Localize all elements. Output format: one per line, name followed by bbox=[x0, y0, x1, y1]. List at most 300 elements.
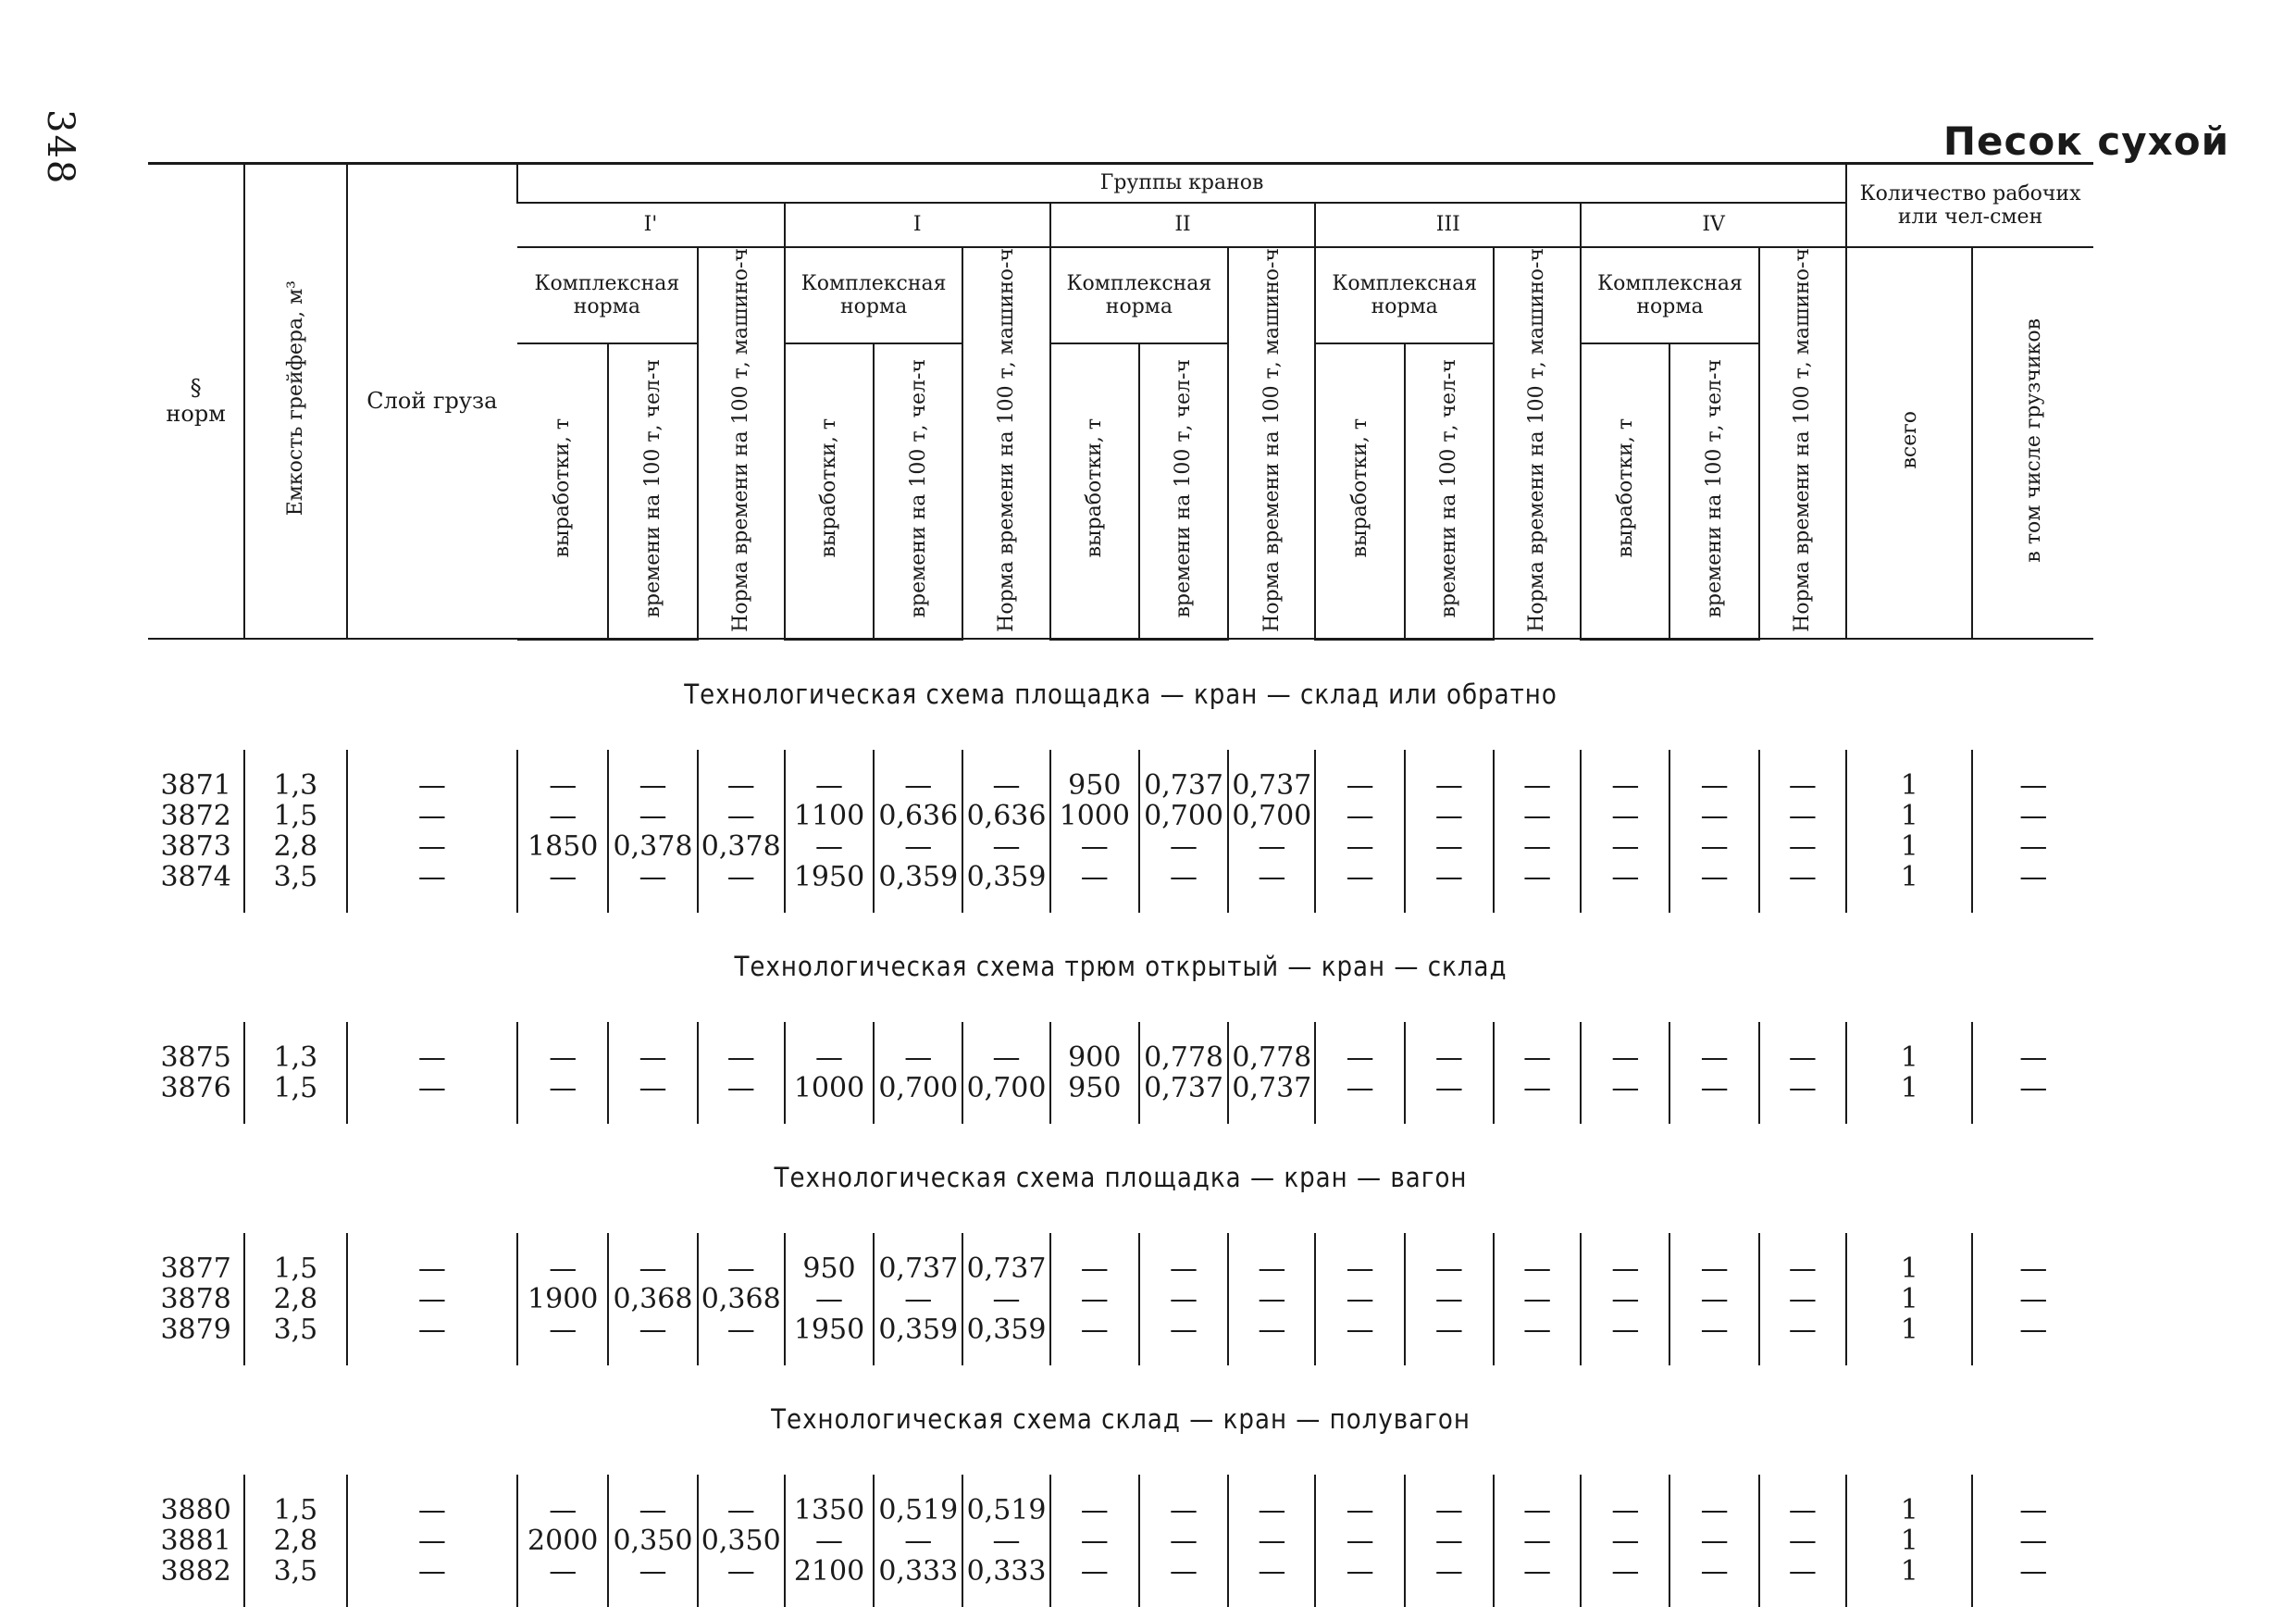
table-cell: 0,519 bbox=[874, 1495, 962, 1526]
table-cell: — bbox=[785, 1042, 874, 1073]
spacer-cell bbox=[1050, 1475, 1139, 1495]
table-cell: 0,519 bbox=[962, 1495, 1049, 1526]
table-cell: — bbox=[1581, 801, 1669, 831]
table-cell: 1950 bbox=[785, 1314, 874, 1345]
spacer-cell bbox=[1846, 1103, 1972, 1124]
spacer-cell bbox=[962, 1103, 1049, 1124]
table-cell: — bbox=[347, 1284, 518, 1314]
spacer-cell bbox=[1315, 1587, 1404, 1607]
spacer-cell bbox=[1494, 1587, 1581, 1607]
table-cell: — bbox=[1405, 1284, 1494, 1314]
spacer-cell bbox=[1139, 1022, 1228, 1042]
table-cell: — bbox=[517, 1314, 608, 1345]
table-cell: — bbox=[874, 770, 962, 801]
table-cell: — bbox=[1050, 1526, 1139, 1556]
spacer-cell bbox=[698, 1587, 785, 1607]
table-cell: — bbox=[962, 1284, 1049, 1314]
table-cell: 3872 bbox=[160, 799, 231, 832]
table-cell: — bbox=[608, 1073, 697, 1103]
table-cell: — bbox=[1581, 1495, 1669, 1526]
spacer-cell bbox=[1972, 1022, 2093, 1042]
time-header: времени на 100 т, чел-ч bbox=[1139, 343, 1228, 639]
spacer-cell bbox=[785, 750, 874, 770]
table-row bbox=[148, 770, 2093, 801]
table-cell: — bbox=[1139, 1556, 1228, 1587]
time-header: времени на 100 т, чел-ч bbox=[608, 343, 697, 639]
table-cell: — bbox=[874, 1284, 962, 1314]
table-cell: — bbox=[347, 1495, 518, 1526]
spacer-cell bbox=[244, 1345, 346, 1365]
table-cell: — bbox=[1494, 862, 1581, 892]
spacer-cell bbox=[1669, 1233, 1758, 1253]
table-cell: — bbox=[1669, 1284, 1758, 1314]
table-cell: — bbox=[1669, 1314, 1758, 1345]
spacer-cell bbox=[608, 892, 697, 913]
table-cell: — bbox=[1494, 770, 1581, 801]
spacer-cell bbox=[148, 1233, 244, 1253]
spacer-cell bbox=[1669, 1587, 1758, 1607]
table-cell: 1,5 bbox=[244, 801, 346, 831]
spacer-cell bbox=[1494, 1233, 1581, 1253]
spacer-cell bbox=[1139, 750, 1228, 770]
spacer-cell bbox=[1139, 892, 1228, 913]
table-cell: — bbox=[1669, 1253, 1758, 1284]
table-cell: — bbox=[698, 801, 785, 831]
table-cell: 0,636 bbox=[962, 801, 1049, 831]
complex-norm-header: Комплексная норма bbox=[1315, 247, 1494, 343]
table-cell: 1100 bbox=[785, 801, 874, 831]
table-cell: — bbox=[1759, 770, 1846, 801]
table-cell: — bbox=[698, 862, 785, 892]
table-cell: 3,5 bbox=[244, 1556, 346, 1587]
spacer-cell bbox=[874, 1022, 962, 1042]
table-cell: 1350 bbox=[785, 1495, 874, 1526]
spacer-cell bbox=[1228, 1475, 1315, 1495]
table-cell: — bbox=[1315, 1314, 1404, 1345]
spacer-cell bbox=[1405, 1233, 1494, 1253]
table-cell: — bbox=[1759, 1253, 1846, 1284]
spacer-cell bbox=[1846, 750, 1972, 770]
spacer-cell bbox=[608, 750, 697, 770]
spacer-cell bbox=[347, 1022, 518, 1042]
spacer-cell bbox=[785, 1475, 874, 1495]
complex-norm-header: Комплексная норма bbox=[1581, 247, 1759, 343]
table-cell: — bbox=[1759, 1284, 1846, 1314]
table-cell: 0,700 bbox=[874, 1073, 962, 1103]
spacer-cell bbox=[962, 1022, 1049, 1042]
table-cell: 0,737 bbox=[1228, 770, 1315, 801]
table-cell: — bbox=[1581, 1073, 1669, 1103]
spacer-cell bbox=[1405, 1345, 1494, 1365]
table-cell: — bbox=[785, 1526, 874, 1556]
table-cell: — bbox=[1581, 862, 1669, 892]
table-cell: — bbox=[1228, 1495, 1315, 1526]
spacer-cell bbox=[1494, 750, 1581, 770]
table-cell: — bbox=[517, 862, 608, 892]
spacer-cell bbox=[1669, 1475, 1758, 1495]
table-cell: — bbox=[1494, 831, 1581, 862]
scheme-title: Технологическая схема трюм открытый — кран — склад bbox=[734, 951, 1508, 983]
table-cell: — bbox=[874, 831, 962, 862]
table-cell: — bbox=[517, 770, 608, 801]
table-cell: 3871 bbox=[160, 768, 231, 802]
page-title: Песок сухой bbox=[1942, 118, 2229, 164]
spacer-cell bbox=[1315, 892, 1404, 913]
table-cell: 0,700 bbox=[1139, 801, 1228, 831]
table-cell: — bbox=[1405, 1526, 1494, 1556]
table-cell: 0,737 bbox=[1228, 1073, 1315, 1103]
table-cell: — bbox=[347, 1042, 518, 1073]
table-cell: 3880 bbox=[160, 1493, 231, 1526]
spacer-cell bbox=[1972, 750, 2093, 770]
table-row bbox=[148, 1284, 2093, 1314]
spacer-cell bbox=[347, 1475, 518, 1495]
scheme-title: Технологическая схема склад — кран — полувагон bbox=[771, 1403, 1471, 1436]
table-cell: 0,737 bbox=[962, 1253, 1049, 1284]
spacer-cell bbox=[1669, 1022, 1758, 1042]
table-cell: — bbox=[1315, 801, 1404, 831]
table-cell: 1 bbox=[1846, 801, 1972, 831]
table-cell: 1850 bbox=[517, 831, 608, 862]
table-cell: — bbox=[1669, 770, 1758, 801]
table-cell: 1 bbox=[1846, 1253, 1972, 1284]
table-cell: — bbox=[347, 801, 518, 831]
table-cell: — bbox=[1228, 862, 1315, 892]
spacer-cell bbox=[1759, 1022, 1846, 1042]
table-cell: — bbox=[347, 1314, 518, 1345]
table-cell: — bbox=[962, 770, 1049, 801]
table-cell: — bbox=[1315, 1526, 1404, 1556]
table-cell: — bbox=[347, 831, 518, 862]
crane-group-header: I bbox=[785, 203, 1050, 247]
table-cell: 3874 bbox=[160, 860, 231, 893]
table-cell: — bbox=[608, 862, 697, 892]
spacer-cell bbox=[1228, 892, 1315, 913]
spacer-cell bbox=[1494, 1475, 1581, 1495]
table-cell: 3878 bbox=[160, 1282, 231, 1315]
table-cell: 1 bbox=[1846, 1314, 1972, 1345]
table-row bbox=[148, 862, 2093, 892]
table-cell: — bbox=[1228, 831, 1315, 862]
machine-norm-header: Норма времени на 100 т, машино-ч bbox=[1759, 247, 1846, 639]
table-cell: — bbox=[1050, 1314, 1139, 1345]
spacer-cell bbox=[874, 1587, 962, 1607]
table-cell: — bbox=[1405, 1253, 1494, 1284]
table-cell: 1,5 bbox=[244, 1073, 346, 1103]
spacer-cell bbox=[1315, 1022, 1404, 1042]
table-cell: 0,737 bbox=[1139, 1073, 1228, 1103]
spacer-cell bbox=[347, 750, 518, 770]
spacer-cell bbox=[785, 1233, 874, 1253]
spacer-cell bbox=[244, 892, 346, 913]
spacer-cell bbox=[1139, 1345, 1228, 1365]
table-cell: — bbox=[1050, 1253, 1139, 1284]
spacer-cell bbox=[1581, 1233, 1669, 1253]
spacer-cell bbox=[698, 1233, 785, 1253]
table-cell: — bbox=[1972, 862, 2093, 892]
spacer-cell bbox=[1050, 1345, 1139, 1365]
table-cell: — bbox=[517, 1556, 608, 1587]
spacer-cell bbox=[148, 1345, 244, 1365]
table-cell: 1,3 bbox=[244, 770, 346, 801]
table-cell: — bbox=[1494, 1284, 1581, 1314]
table-row bbox=[148, 1526, 2093, 1556]
spacer-cell bbox=[1846, 1022, 1972, 1042]
table-cell: — bbox=[1669, 1042, 1758, 1073]
table-cell: 1,5 bbox=[244, 1253, 346, 1284]
spacer-cell bbox=[962, 1587, 1049, 1607]
spacer-cell bbox=[1494, 1103, 1581, 1124]
spacer-cell bbox=[962, 750, 1049, 770]
table-cell: — bbox=[1315, 1495, 1404, 1526]
table-cell: — bbox=[1050, 831, 1139, 862]
output-header: выработки, т bbox=[1581, 343, 1669, 639]
table-cell: 1 bbox=[1846, 831, 1972, 862]
table-cell: — bbox=[1972, 801, 2093, 831]
table-cell: 3873 bbox=[160, 829, 231, 863]
table-cell: — bbox=[608, 801, 697, 831]
table-cell: — bbox=[1972, 1526, 2093, 1556]
grab-capacity-header: Емкость грейфера, м³ bbox=[244, 164, 346, 640]
table-cell: — bbox=[1972, 1073, 2093, 1103]
table-cell: — bbox=[874, 1042, 962, 1073]
table-cell: — bbox=[1315, 1073, 1404, 1103]
output-header: выработки, т bbox=[785, 343, 874, 639]
spacer-cell bbox=[1581, 1345, 1669, 1365]
spacer-cell bbox=[1494, 892, 1581, 913]
table-cell: — bbox=[608, 1556, 697, 1587]
spacer-cell bbox=[1315, 1103, 1404, 1124]
spacer-cell bbox=[1581, 1022, 1669, 1042]
table-cell: — bbox=[608, 1314, 697, 1345]
table-cell: — bbox=[1759, 1314, 1846, 1345]
spacer-cell bbox=[1050, 1103, 1139, 1124]
table-cell: — bbox=[1581, 1284, 1669, 1314]
table-cell: — bbox=[347, 1556, 518, 1587]
table-cell: — bbox=[1669, 831, 1758, 862]
table-cell: 1 bbox=[1846, 1284, 1972, 1314]
spacer-cell bbox=[347, 892, 518, 913]
workers-header: Количество рабочих или чел-смен bbox=[1846, 164, 2093, 248]
table-cell: — bbox=[1759, 862, 1846, 892]
spacer-cell bbox=[1228, 1233, 1315, 1253]
spacer-cell bbox=[244, 1022, 346, 1042]
table-cell: — bbox=[1494, 1042, 1581, 1073]
spacer-cell bbox=[1228, 750, 1315, 770]
crane-group-header: IV bbox=[1581, 203, 1846, 247]
spacer-cell bbox=[1759, 1475, 1846, 1495]
time-header: времени на 100 т, чел-ч bbox=[1669, 343, 1758, 639]
spacer-cell bbox=[1759, 892, 1846, 913]
spacer-cell bbox=[1972, 1475, 2093, 1495]
table-cell: 3875 bbox=[160, 1040, 231, 1074]
spacer-cell bbox=[698, 1022, 785, 1042]
table-cell: — bbox=[1139, 1526, 1228, 1556]
spacer-cell bbox=[148, 1475, 244, 1495]
spacer-cell bbox=[1494, 1022, 1581, 1042]
table-cell: 3876 bbox=[160, 1071, 231, 1104]
spacer-cell bbox=[517, 892, 608, 913]
machine-norm-header: Норма времени на 100 т, машино-ч bbox=[1494, 247, 1581, 639]
scheme-title: Технологическая схема площадка — кран — склад или обратно bbox=[684, 679, 1558, 711]
table-cell: 2,8 bbox=[244, 1526, 346, 1556]
table-cell: 0,378 bbox=[608, 831, 697, 862]
table-cell: — bbox=[785, 770, 874, 801]
table-cell: — bbox=[1759, 801, 1846, 831]
table-cell: 900 bbox=[1050, 1042, 1139, 1073]
table-cell: — bbox=[1581, 1526, 1669, 1556]
table-cell: 0,778 bbox=[1228, 1042, 1315, 1073]
table-cell: — bbox=[1494, 1314, 1581, 1345]
table-cell: 0,368 bbox=[608, 1284, 697, 1314]
table-cell: 3,5 bbox=[244, 862, 346, 892]
spacer-cell bbox=[517, 1587, 608, 1607]
table-cell: — bbox=[1228, 1556, 1315, 1587]
spacer-cell bbox=[962, 1233, 1049, 1253]
table-cell: — bbox=[608, 770, 697, 801]
table-cell: — bbox=[347, 770, 518, 801]
table-cell: — bbox=[1669, 862, 1758, 892]
table-cell: — bbox=[1315, 1556, 1404, 1587]
table-cell: — bbox=[1494, 1073, 1581, 1103]
table-cell: — bbox=[608, 1042, 697, 1073]
output-header: выработки, т bbox=[1315, 343, 1404, 639]
table-cell: — bbox=[1581, 1042, 1669, 1073]
spacer-cell bbox=[698, 1475, 785, 1495]
table-row bbox=[148, 1314, 2093, 1345]
spacer-cell bbox=[962, 1475, 1049, 1495]
spacer-cell bbox=[874, 1345, 962, 1365]
table-cell: 950 bbox=[1050, 770, 1139, 801]
table-cell: — bbox=[1405, 831, 1494, 862]
spacer-cell bbox=[1581, 1103, 1669, 1124]
table-cell: — bbox=[1139, 1495, 1228, 1526]
spacer-cell bbox=[1315, 750, 1404, 770]
workers-total-header: всего bbox=[1846, 247, 1972, 639]
table-cell: — bbox=[1494, 1526, 1581, 1556]
spacer-cell bbox=[1972, 1345, 2093, 1365]
table-cell: 2,8 bbox=[244, 1284, 346, 1314]
spacer-cell bbox=[785, 1587, 874, 1607]
table-cell: — bbox=[1669, 1495, 1758, 1526]
table-cell: — bbox=[1669, 1556, 1758, 1587]
table-cell: — bbox=[517, 1042, 608, 1073]
table-cell: — bbox=[1972, 1556, 2093, 1587]
scheme-title: Технологическая схема площадка — кран — вагон bbox=[774, 1162, 1468, 1194]
table-cell: 950 bbox=[1050, 1073, 1139, 1103]
spacer-cell bbox=[698, 1345, 785, 1365]
table-cell: — bbox=[1050, 1495, 1139, 1526]
output-header: выработки, т bbox=[1050, 343, 1139, 639]
norm-number-header: § норм bbox=[148, 164, 244, 640]
table-cell: 1 bbox=[1846, 770, 1972, 801]
table-cell: — bbox=[698, 1253, 785, 1284]
table-cell: 3,5 bbox=[244, 1314, 346, 1345]
spacer-cell bbox=[244, 1587, 346, 1607]
machine-norm-header: Норма времени на 100 т, машино-ч bbox=[1228, 247, 1315, 639]
table-cell: — bbox=[698, 1495, 785, 1526]
spacer-cell bbox=[608, 1022, 697, 1042]
table-cell: 2000 bbox=[517, 1526, 608, 1556]
machine-norm-header: Норма времени на 100 т, машино-ч bbox=[962, 247, 1049, 639]
spacer-cell bbox=[148, 750, 244, 770]
table-cell: — bbox=[1405, 1495, 1494, 1526]
table-cell: — bbox=[1405, 1042, 1494, 1073]
spacer-cell bbox=[1581, 892, 1669, 913]
table-cell: — bbox=[1405, 1314, 1494, 1345]
spacer-cell bbox=[1669, 750, 1758, 770]
spacer-cell bbox=[148, 1587, 244, 1607]
crane-group-header: III bbox=[1315, 203, 1581, 247]
spacer-cell bbox=[1759, 1103, 1846, 1124]
spacer-cell bbox=[517, 1345, 608, 1365]
table-row bbox=[148, 1042, 2093, 1073]
spacer-cell bbox=[874, 892, 962, 913]
table-cell: — bbox=[1972, 1253, 2093, 1284]
table-row bbox=[148, 801, 2093, 831]
page-number: 348 bbox=[39, 109, 81, 186]
spacer-cell bbox=[517, 1475, 608, 1495]
spacer-cell bbox=[1972, 1103, 2093, 1124]
table-cell: — bbox=[347, 862, 518, 892]
spacer-cell bbox=[874, 1233, 962, 1253]
crane-group-header: II bbox=[1050, 203, 1316, 247]
spacer-cell bbox=[608, 1345, 697, 1365]
table-cell: — bbox=[1315, 1042, 1404, 1073]
table-cell: — bbox=[1759, 1073, 1846, 1103]
spacer-cell bbox=[1050, 1233, 1139, 1253]
spacer-cell bbox=[785, 892, 874, 913]
table-cell: — bbox=[347, 1073, 518, 1103]
spacer-cell bbox=[874, 1103, 962, 1124]
table-cell: 2,8 bbox=[244, 831, 346, 862]
table-cell: 0,378 bbox=[698, 831, 785, 862]
spacer-cell bbox=[347, 1587, 518, 1607]
spacer-cell bbox=[1315, 1345, 1404, 1365]
table-cell: — bbox=[1494, 1495, 1581, 1526]
spacer-cell bbox=[1846, 1233, 1972, 1253]
table-cell: 1,3 bbox=[244, 1042, 346, 1073]
table-cell: 1 bbox=[1846, 1073, 1972, 1103]
table-cell: — bbox=[1315, 862, 1404, 892]
table-cell: 3879 bbox=[160, 1313, 231, 1346]
table-cell: — bbox=[1972, 1042, 2093, 1073]
spacer-cell bbox=[1846, 892, 1972, 913]
crane-group-header: I' bbox=[517, 203, 785, 247]
table-cell: — bbox=[1139, 831, 1228, 862]
norms-table bbox=[148, 162, 2093, 1607]
spacer-cell bbox=[1228, 1587, 1315, 1607]
time-header: времени на 100 т, чел-ч bbox=[874, 343, 962, 639]
table-cell: — bbox=[1972, 831, 2093, 862]
table-cell: — bbox=[874, 1526, 962, 1556]
table-cell: — bbox=[1494, 1253, 1581, 1284]
output-header: выработки, т bbox=[517, 343, 608, 639]
table-cell: — bbox=[1405, 862, 1494, 892]
spacer-cell bbox=[608, 1233, 697, 1253]
table-cell: — bbox=[1050, 1284, 1139, 1314]
spacer-cell bbox=[148, 1103, 244, 1124]
spacer-cell bbox=[347, 1233, 518, 1253]
table-row bbox=[148, 1556, 2093, 1587]
table-cell: 0,359 bbox=[962, 1314, 1049, 1345]
table-body bbox=[148, 639, 2093, 1607]
spacer-cell bbox=[517, 750, 608, 770]
table-cell: — bbox=[1228, 1526, 1315, 1556]
spacer-cell bbox=[244, 1475, 346, 1495]
table-cell: 1900 bbox=[517, 1284, 608, 1314]
table-cell: 0,359 bbox=[874, 862, 962, 892]
